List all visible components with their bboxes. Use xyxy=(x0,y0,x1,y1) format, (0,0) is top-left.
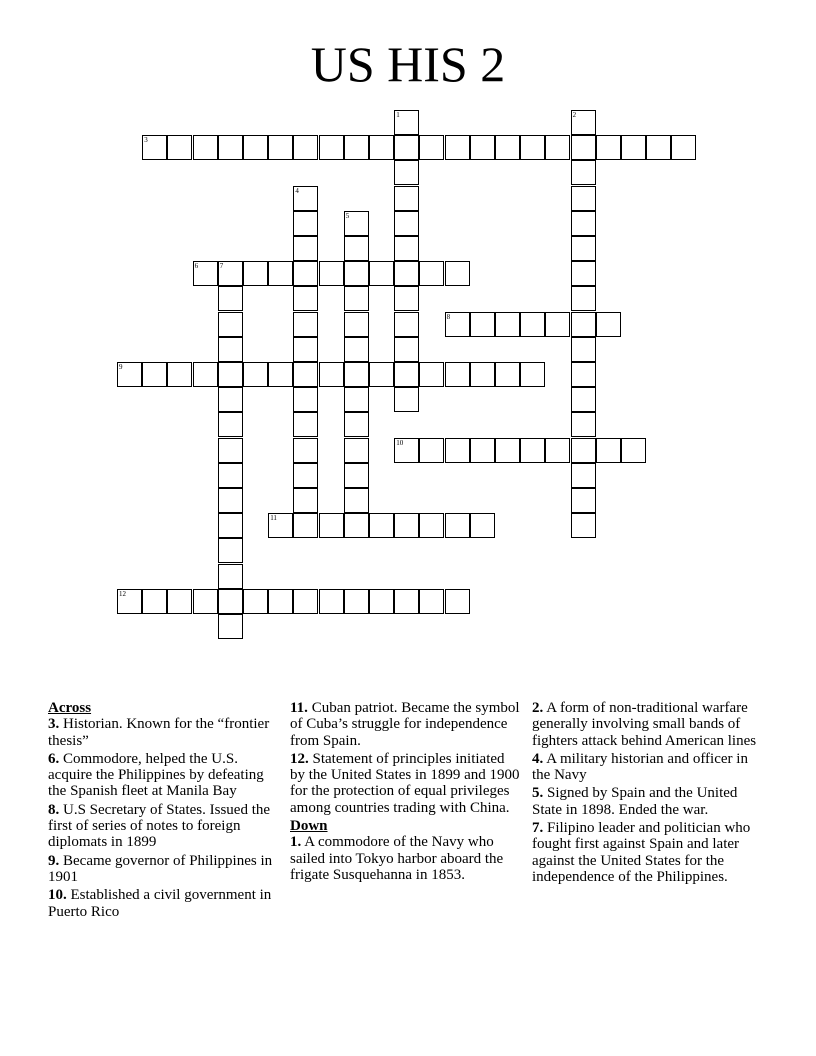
grid-cell[interactable] xyxy=(193,135,218,160)
grid-cell[interactable] xyxy=(520,312,545,337)
clues-column-2 xyxy=(290,700,522,885)
clue-number-label: 8 xyxy=(446,312,451,321)
clue-number-label: 11 xyxy=(270,514,277,523)
grid-cell[interactable] xyxy=(218,589,243,614)
grid-cell[interactable] xyxy=(218,286,243,311)
grid-cell[interactable] xyxy=(243,261,268,286)
grid-cell[interactable] xyxy=(470,438,495,463)
grid-cell[interactable] xyxy=(571,362,596,387)
grid-cell[interactable] xyxy=(268,589,293,614)
clue-number-label: 3 xyxy=(144,136,148,145)
grid-cell[interactable] xyxy=(344,135,369,160)
clue-across-3 xyxy=(48,716,280,749)
grid-cell[interactable] xyxy=(243,589,268,614)
grid-cell[interactable] xyxy=(571,236,596,261)
clue-number-label: 9 xyxy=(119,363,123,371)
grid-cell[interactable] xyxy=(218,538,243,563)
clue-number-label: 10 xyxy=(396,438,404,447)
grid-cell[interactable] xyxy=(394,312,419,337)
clue-across-11 xyxy=(290,700,522,749)
grid-cell[interactable] xyxy=(520,438,545,463)
grid-cell[interactable] xyxy=(344,513,369,538)
clue-number: 10. xyxy=(48,887,67,904)
clue-number-label: 12 xyxy=(119,589,126,598)
clue-down-7 xyxy=(532,820,764,885)
clue-text: A military historian and officer in the Navy xyxy=(532,750,748,784)
grid-cell[interactable] xyxy=(293,135,318,160)
grid-cell[interactable] xyxy=(596,135,621,160)
clue-number-label: 4 xyxy=(295,186,299,195)
grid-cell[interactable] xyxy=(293,387,318,412)
clue-text: Became governor of Philippines in 1901 xyxy=(48,852,273,885)
clue-text: U.S Secretary of States. Issued the first of series of notes to foreign diplomats in 1899 xyxy=(48,801,271,851)
grid-cell[interactable] xyxy=(243,135,268,160)
grid-cell[interactable] xyxy=(293,438,318,463)
clue-number: 12. xyxy=(290,750,309,767)
grid-cell[interactable] xyxy=(218,337,243,362)
grid-cell[interactable] xyxy=(218,564,243,589)
grid-cell[interactable] xyxy=(293,589,318,614)
clue-number: 11. xyxy=(290,700,308,716)
grid-cell[interactable] xyxy=(445,589,470,614)
grid-cell[interactable] xyxy=(394,236,419,261)
grid-cell[interactable] xyxy=(293,463,318,488)
grid-cell[interactable] xyxy=(218,312,243,337)
grid-cell[interactable] xyxy=(293,412,318,437)
grid-cell[interactable] xyxy=(470,513,495,538)
grid-cell[interactable] xyxy=(571,463,596,488)
grid-cell[interactable] xyxy=(419,135,444,160)
grid-cell[interactable] xyxy=(571,312,596,337)
grid-cell[interactable] xyxy=(344,463,369,488)
grid-cell[interactable] xyxy=(344,236,369,261)
grid-cell[interactable] xyxy=(571,412,596,437)
grid-cell[interactable] xyxy=(268,261,293,286)
clue-number: 8. xyxy=(48,801,60,818)
grid-cell[interactable] xyxy=(117,589,142,614)
grid-cell[interactable] xyxy=(394,286,419,311)
grid-cell[interactable] xyxy=(445,438,470,463)
grid-cell[interactable] xyxy=(495,135,520,160)
clue-number-label: 5 xyxy=(345,211,350,220)
clue-down-1 xyxy=(290,834,522,883)
grid-cell[interactable] xyxy=(268,135,293,160)
clue-text: A commodore of the Navy who sailed into Tokyo harbor aboard the frigate Susquehanna in 1853. xyxy=(290,834,504,883)
grid-cell[interactable] xyxy=(369,513,394,538)
grid-cell[interactable] xyxy=(495,362,520,387)
grid-cell[interactable] xyxy=(419,589,444,614)
grid-cell[interactable] xyxy=(571,286,596,311)
grid-cell[interactable] xyxy=(319,135,344,160)
grid-cell[interactable] xyxy=(445,312,470,337)
down-heading: Down xyxy=(290,818,328,835)
grid-cell[interactable] xyxy=(218,135,243,160)
grid-cell[interactable] xyxy=(344,312,369,337)
clue-down-2 xyxy=(532,700,764,749)
grid-cell[interactable] xyxy=(520,135,545,160)
grid-cell[interactable] xyxy=(369,135,394,160)
grid-cell[interactable] xyxy=(394,438,419,463)
grid-cell[interactable] xyxy=(293,286,318,311)
grid-cell[interactable] xyxy=(293,513,318,538)
clue-number: 7. xyxy=(532,820,544,837)
grid-cell[interactable] xyxy=(369,589,394,614)
grid-cell[interactable] xyxy=(445,261,470,286)
grid-cell[interactable] xyxy=(293,488,318,513)
grid-cell[interactable] xyxy=(344,589,369,614)
grid-cell[interactable] xyxy=(142,135,167,160)
grid-cell[interactable] xyxy=(167,135,192,160)
grid-cell[interactable] xyxy=(394,362,419,387)
clue-text: A form of non-traditional warfare generally involving small bands of fighters attack behind American lines xyxy=(532,700,757,749)
grid-cell[interactable] xyxy=(293,312,318,337)
grid-cell[interactable] xyxy=(344,337,369,362)
grid-cell[interactable] xyxy=(571,211,596,236)
grid-cell[interactable] xyxy=(470,135,495,160)
clue-text: Cuban patriot. Became the symbol of Cuba’s struggle for independence from Spain. xyxy=(290,700,520,749)
grid-cell[interactable] xyxy=(671,135,696,160)
grid-cell[interactable] xyxy=(419,362,444,387)
grid-cell[interactable] xyxy=(571,160,596,185)
grid-cell[interactable] xyxy=(218,614,243,639)
grid-cell[interactable] xyxy=(394,110,419,135)
grid-cell[interactable] xyxy=(319,589,344,614)
grid-cell[interactable] xyxy=(394,135,419,160)
clue-number: 3. xyxy=(48,716,60,733)
grid-cell[interactable] xyxy=(596,312,621,337)
grid-cell[interactable] xyxy=(344,387,369,412)
grid-cell[interactable] xyxy=(293,186,318,211)
clue-number-label: 7 xyxy=(219,262,224,271)
grid-cell[interactable] xyxy=(218,387,243,412)
grid-cell[interactable] xyxy=(167,362,192,387)
clue-across-8 xyxy=(48,802,280,851)
grid-cell[interactable] xyxy=(495,312,520,337)
grid-cell[interactable] xyxy=(394,261,419,286)
clue-text: Filipino leader and politician who fought first against Spain and later against the United States for the independence of the Philippines. xyxy=(532,820,751,885)
grid-cell[interactable] xyxy=(571,488,596,513)
grid-cell[interactable] xyxy=(218,438,243,463)
grid-cell[interactable] xyxy=(571,387,596,412)
grid-cell[interactable] xyxy=(293,261,318,286)
grid-cell[interactable] xyxy=(344,211,369,236)
grid-cell[interactable] xyxy=(621,438,646,463)
grid-cell[interactable] xyxy=(293,362,318,387)
grid-cell[interactable] xyxy=(394,589,419,614)
clue-number: 6. xyxy=(48,750,60,767)
clue-across-10 xyxy=(48,887,280,920)
grid-cell[interactable] xyxy=(470,312,495,337)
grid-cell[interactable] xyxy=(319,513,344,538)
grid-cell[interactable] xyxy=(571,135,596,160)
grid-cell[interactable] xyxy=(394,186,419,211)
grid-cell[interactable] xyxy=(545,438,570,463)
grid-cell[interactable] xyxy=(520,362,545,387)
clue-number: 5. xyxy=(532,785,544,802)
grid-cell[interactable] xyxy=(571,438,596,463)
grid-cell[interactable] xyxy=(369,261,394,286)
grid-cell[interactable] xyxy=(193,362,218,387)
clue-number-label: 1 xyxy=(396,111,400,119)
clues-column-3 xyxy=(532,700,764,887)
grid-cell[interactable] xyxy=(419,513,444,538)
grid-cell[interactable] xyxy=(117,362,142,387)
clue-number: 4. xyxy=(532,750,544,767)
grid-cell[interactable] xyxy=(167,589,192,614)
grid-cell[interactable] xyxy=(293,211,318,236)
grid-cell[interactable] xyxy=(394,513,419,538)
grid-cell[interactable] xyxy=(621,135,646,160)
grid-cell[interactable] xyxy=(344,261,369,286)
grid-cell[interactable] xyxy=(470,362,495,387)
grid-cell[interactable] xyxy=(394,211,419,236)
across-heading: Across xyxy=(48,700,92,716)
clue-number-label: 6 xyxy=(194,262,199,271)
clues-column-1 xyxy=(48,700,280,922)
clue-text: Historian. Known for the “frontier thesis” xyxy=(48,716,270,749)
clue-text: Established a civil government in Puerto Rico xyxy=(48,887,272,920)
clue-number: 9. xyxy=(48,852,60,869)
grid-cell[interactable] xyxy=(419,261,444,286)
grid-cell[interactable] xyxy=(142,589,167,614)
page-title: US HIS 2 xyxy=(310,36,506,92)
grid-cell[interactable] xyxy=(571,513,596,538)
grid-cell[interactable] xyxy=(445,362,470,387)
clue-number-label: 2 xyxy=(572,111,577,119)
grid-cell[interactable] xyxy=(571,337,596,362)
grid-cell[interactable] xyxy=(218,488,243,513)
clue-across-12 xyxy=(290,751,522,816)
grid-cell[interactable] xyxy=(243,362,268,387)
clue-text: Statement of principles initiated by the United States in 1899 and 1900 for the protection of equal privileges among countries trading with China. xyxy=(290,750,520,816)
clue-text: Signed by Spain and the United State in 1898. Ended the war. xyxy=(532,785,738,818)
grid-cell[interactable] xyxy=(571,261,596,286)
grid-cell[interactable] xyxy=(344,286,369,311)
grid-cell[interactable] xyxy=(218,513,243,538)
grid-cell[interactable] xyxy=(344,488,369,513)
grid-cell[interactable] xyxy=(596,438,621,463)
grid-cell[interactable] xyxy=(218,362,243,387)
clue-across-9 xyxy=(48,853,280,886)
grid-cell[interactable] xyxy=(495,438,520,463)
grid-cell[interactable] xyxy=(268,513,293,538)
clue-number: 2. xyxy=(532,700,544,716)
clue-across-6 xyxy=(48,751,280,800)
clue-down-4 xyxy=(532,751,764,784)
grid-cell[interactable] xyxy=(394,160,419,185)
grid-cell[interactable] xyxy=(193,261,218,286)
grid-cell[interactable] xyxy=(545,312,570,337)
grid-cell[interactable] xyxy=(419,438,444,463)
grid-cell[interactable] xyxy=(394,387,419,412)
grid-cell[interactable] xyxy=(445,135,470,160)
grid-cell[interactable] xyxy=(394,337,419,362)
grid-cell[interactable] xyxy=(319,261,344,286)
grid-cell[interactable] xyxy=(293,236,318,261)
grid-cell[interactable] xyxy=(344,438,369,463)
grid-cell[interactable] xyxy=(218,463,243,488)
grid-cell[interactable] xyxy=(293,337,318,362)
clue-down-5 xyxy=(532,785,764,818)
grid-cell[interactable] xyxy=(268,362,293,387)
grid-cell[interactable] xyxy=(193,589,218,614)
grid-cell[interactable] xyxy=(344,412,369,437)
clue-text: Commodore, helped the U.S. acquire the Philippines by defeating the Spanish fleet at Manila Bay xyxy=(48,750,264,800)
grid-cell[interactable] xyxy=(319,362,344,387)
grid-cell[interactable] xyxy=(571,110,596,135)
grid-cell[interactable] xyxy=(344,362,369,387)
grid-cell[interactable] xyxy=(445,513,470,538)
grid-cell[interactable] xyxy=(218,261,243,286)
grid-cell[interactable] xyxy=(142,362,167,387)
grid-cell[interactable] xyxy=(369,362,394,387)
clue-number: 1. xyxy=(290,834,302,851)
grid-cell[interactable] xyxy=(545,135,570,160)
grid-cell[interactable] xyxy=(218,412,243,437)
grid-cell[interactable] xyxy=(571,186,596,211)
grid-cell[interactable] xyxy=(646,135,671,160)
